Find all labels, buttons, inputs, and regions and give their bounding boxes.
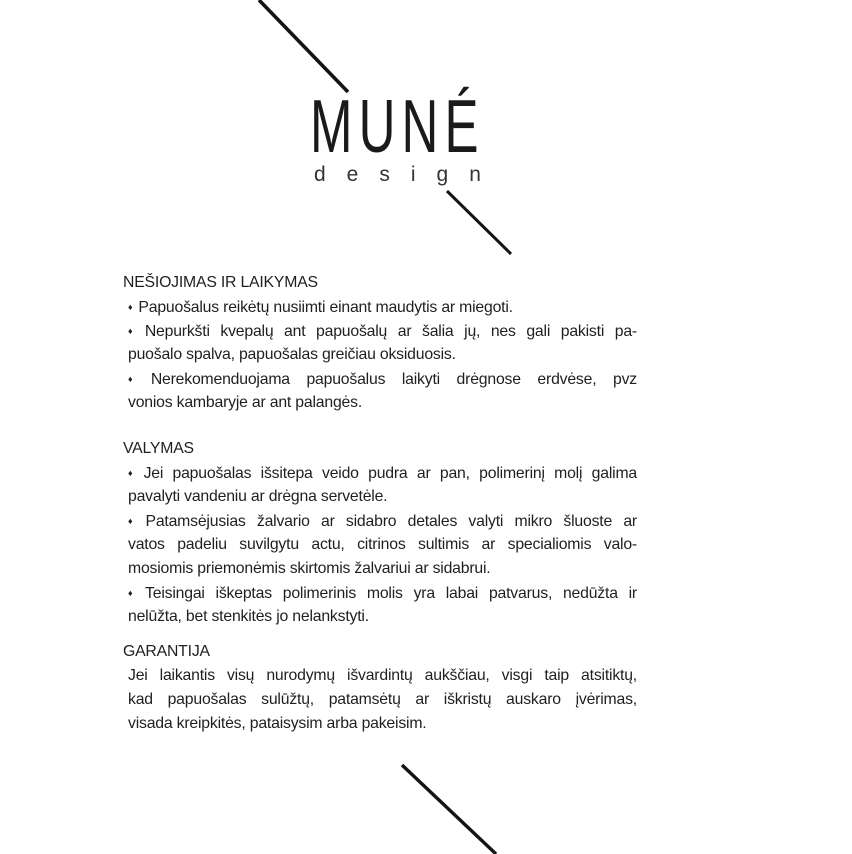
bullet-text: Patamsėjusias žalvario ar sidabro detales valyti mikro šluoste ar <box>145 513 637 530</box>
brand-subtitle: design <box>314 163 502 186</box>
text-line <box>128 712 637 736</box>
section-heading: GARANTIJA <box>123 643 210 660</box>
text-line <box>128 319 637 343</box>
text-line <box>128 557 637 581</box>
diamond-bullet-icon: ♦ <box>128 326 139 336</box>
paragraph-text: kad papuošalas sulūžtų, patamsėtų ar iškristų auskaro įvėrimas, <box>128 691 637 708</box>
bullet-item <box>128 581 637 629</box>
bullet-item <box>128 461 637 509</box>
bullet-text: pavalyti vandeniu ar drėgna servetėle. <box>128 488 388 505</box>
diamond-bullet-icon: ♦ <box>128 516 140 526</box>
bullet-text: vatos padeliu suvilgytu actu, citrinos sultimis ar specialiomis valo- <box>128 536 637 553</box>
section-guarantee <box>123 640 637 736</box>
text-line <box>128 295 637 319</box>
paragraph-text: Jei laikantis visų nurodymų išvardintų aukščiau, visgi taip atsitiktų, <box>128 667 637 684</box>
section-heading: NEŠIOJIMAS IR LAIKYMAS <box>123 274 318 291</box>
text-line <box>128 509 637 533</box>
diamond-bullet-icon: ♦ <box>128 468 138 478</box>
bullet-text: Teisingai iškeptas polimerinis molis yra labai patvarus, nedūžta ir <box>145 585 637 602</box>
diamond-bullet-icon: ♦ <box>128 302 133 312</box>
bullet-text: Nerekomenduojama papuošalus laikyti drėgnose erdvėse, pvz <box>150 371 637 388</box>
bullet-item <box>128 367 637 415</box>
bullet-text: Jei papuošalas išsitepa veido pudra ar pan, polimerinį molį galima <box>143 465 637 482</box>
guarantee-paragraph <box>128 664 637 736</box>
bullet-text: mosiomis priemonėmis skirtomis žalvariui ar sidabrui. <box>128 560 491 577</box>
bullet-text: nelūžta, bet stenkitės jo nelankstyti. <box>128 608 369 625</box>
section-wearing-storage <box>123 271 637 415</box>
text-line <box>128 485 637 509</box>
bullet-text: Nepurkšti kvepalų ant papuošalų ar šalia jų, nes gali pakisti pa- <box>144 323 637 340</box>
bullet-item <box>128 295 637 319</box>
bullet-item <box>128 319 637 367</box>
diagonal-line-bottom-icon <box>398 761 502 854</box>
diamond-bullet-icon: ♦ <box>128 588 140 598</box>
diamond-bullet-icon: ♦ <box>128 374 145 384</box>
bullet-item <box>128 509 637 581</box>
text-line <box>128 343 637 367</box>
text-line <box>128 581 637 605</box>
bullet-text: puošalo spalva, papuošalas greičiau oksiduosis. <box>128 346 456 363</box>
diagonal-line-top-icon <box>255 0 355 94</box>
section-heading: VALYMAS <box>123 440 194 457</box>
text-line <box>128 688 637 712</box>
text-line <box>128 461 637 485</box>
paragraph-text: visada kreipkitės, pataisysim arba pakeisim. <box>128 715 427 732</box>
bullet-text: vonios kambaryje ar ant palangės. <box>128 394 363 411</box>
text-line <box>128 391 637 415</box>
section-cleaning <box>123 437 637 629</box>
text-line <box>128 533 637 557</box>
text-line <box>128 367 637 391</box>
text-line <box>128 664 637 688</box>
diagonal-line-middle-icon <box>443 187 517 259</box>
brand-logo: MUNÉ <box>310 84 485 168</box>
bullet-text: Papuošalus reikėtų nusiimti einant maudytis ar miegoti. <box>138 299 513 316</box>
text-line <box>128 605 637 629</box>
